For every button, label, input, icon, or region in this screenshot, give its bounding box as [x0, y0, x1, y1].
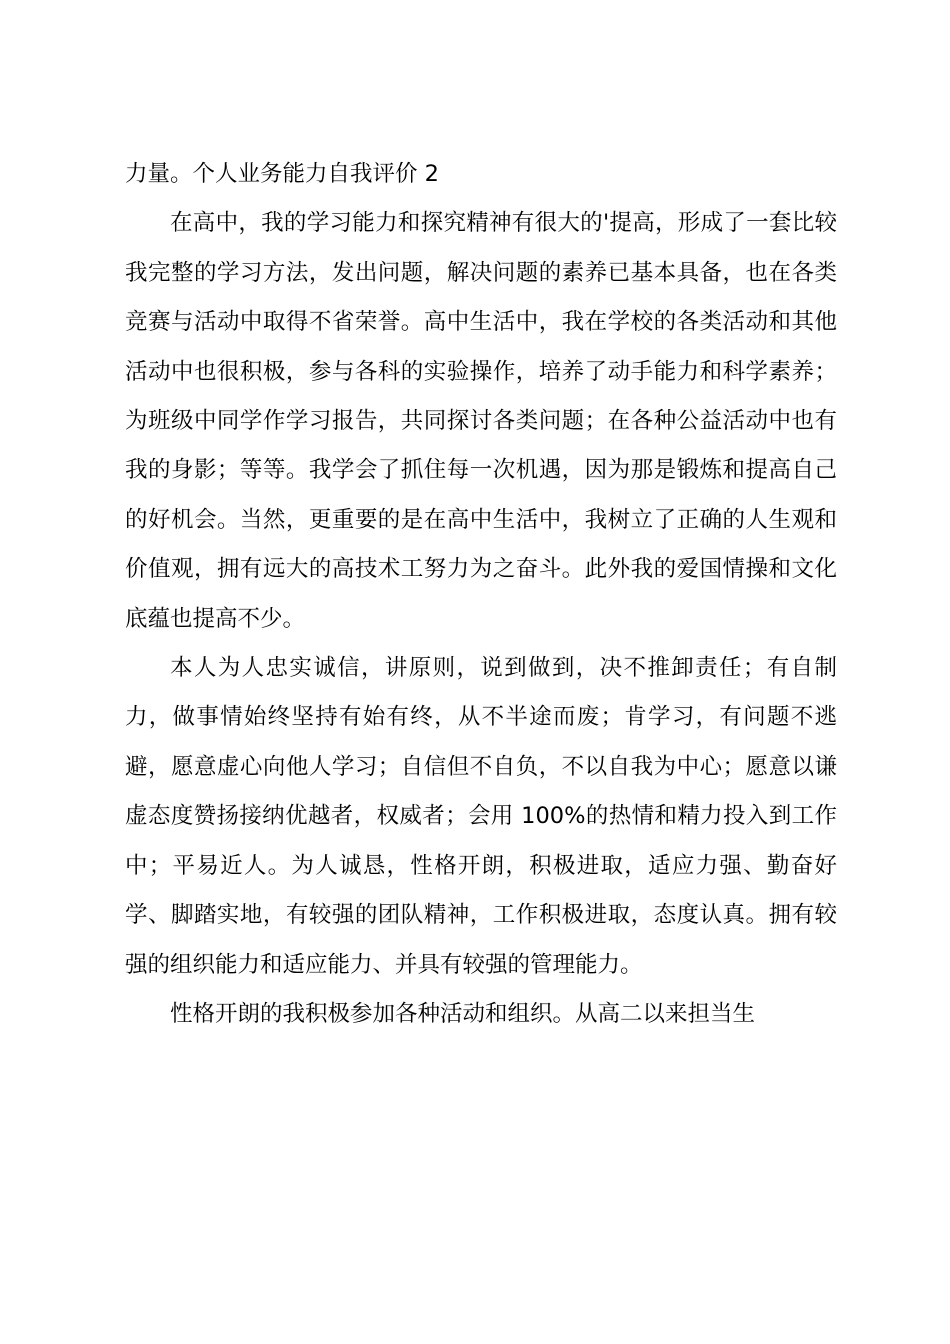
paragraph-heading-line: 力量。个人业务能力自我评价 2	[125, 161, 439, 187]
document-page	[125, 150, 837, 1039]
paragraph-activities: 性格开朗的我积极参加各种活动和组织。从高二以来担当生	[170, 1000, 756, 1027]
paragraph-personality: 本人为人忠实诚信，讲原则，说到做到，决不推卸责任；有自制力，做事情始终坚持有始有终，从不半途而废；肯学习，有问题不逃避，愿意虚心向他人学习；自信但不自负，不以自我为中心；愿意以谦虚态度赞扬接纳优越者，权威者；会用 100%的热情和精力投入到工作中；平易近人。为人诚恳，性格开朗，积极进取，适应力强、勤奋好学、脚踏实地，有较强的团队精神，工作积极进取，态度认真。拥有较强的组织能力和适应能力、并具有较强的管理能力。	[125, 655, 837, 978]
paragraph-high-school: 在高中，我的学习能力和探究精神有很大的'提高，形成了一套比较我完整的学习方法，发出问题，解决问题的素养已基本具备，也在各类竞赛与活动中取得不省荣誉。高中生活中，我在学校的各类活动和其他活动中也很积极，参与各科的实验操作，培养了动手能力和科学素养；为班级中同学作学习报告，共同探讨各类问题；在各种公益活动中也有我的身影；等等。我学会了抓住每一次机遇，因为那是锻炼和提高自己的好机会。当然，更重要的是在高中生活中，我树立了正确的人生观和价值观，拥有远大的高技术工努力为之奋斗。此外我的爱国情操和文化底蕴也提高不少。	[125, 210, 837, 632]
